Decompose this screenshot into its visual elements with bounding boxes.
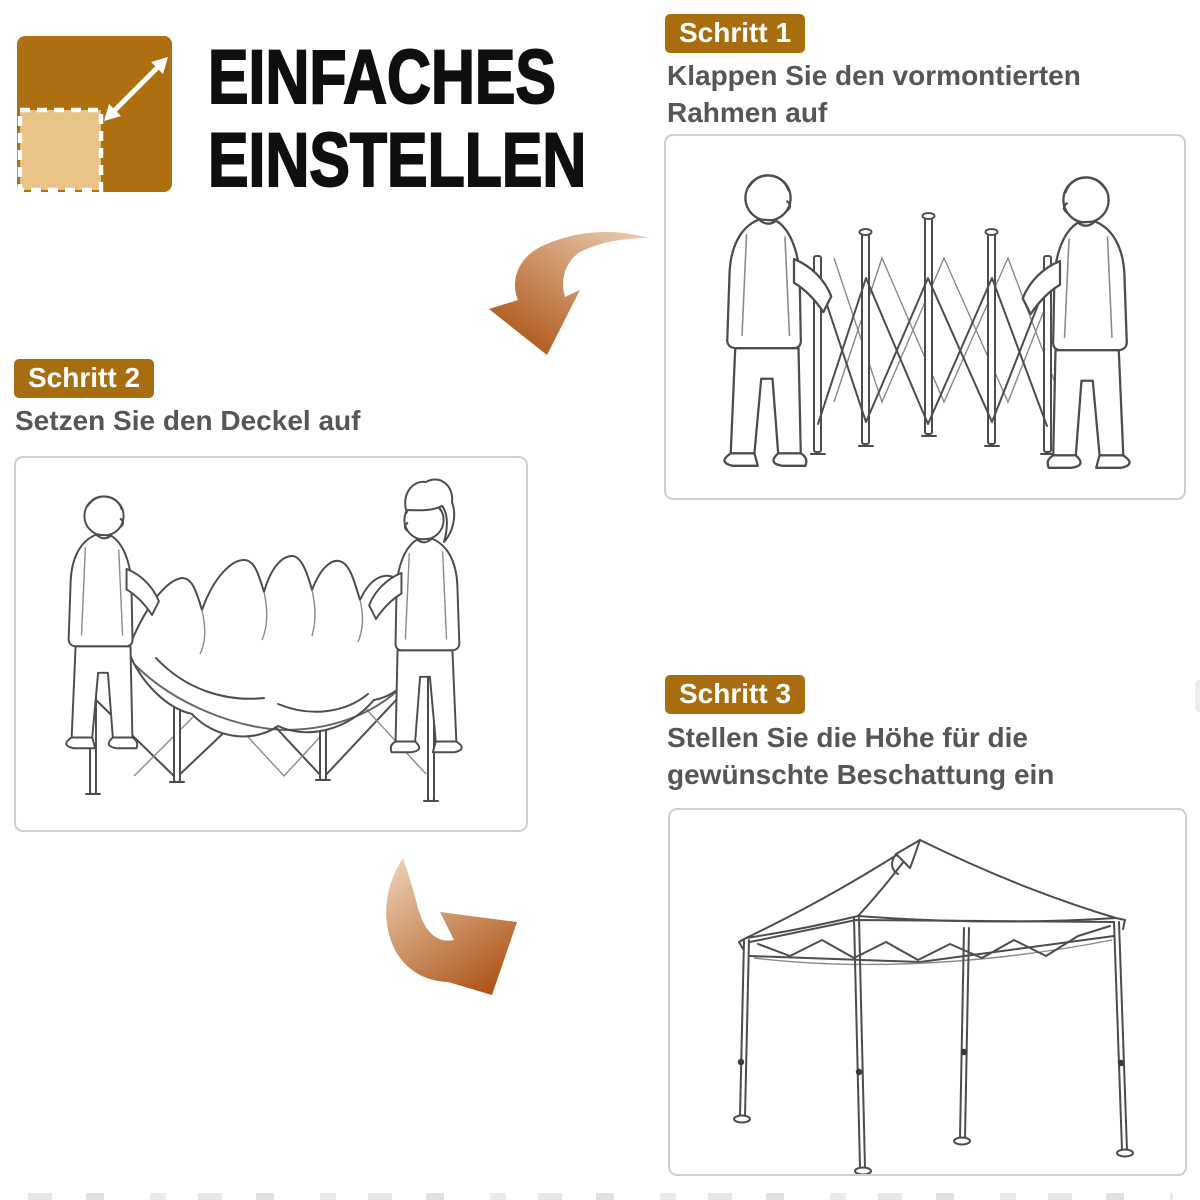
page-title (208, 36, 681, 202)
place-canopy-illustration (16, 458, 526, 830)
canopy-tent-illustration (670, 810, 1185, 1174)
cropped-text-fragment (28, 1193, 1173, 1200)
unfold-frame-illustration (666, 136, 1184, 498)
page-title-line-2: EINSTELLEN (208, 118, 587, 203)
step-1-caption: Klappen Sie den vormontierten Rahmen auf (667, 60, 1081, 128)
step-2-figure (14, 456, 528, 832)
page-title-line-1: EINFACHES (208, 35, 556, 120)
step-1-label: Schritt 1 (665, 14, 805, 53)
step-3-caption: Stellen Sie die Höhe für die gewünschte Beschattung ein (667, 722, 1055, 790)
step-2-caption: Setzen Sie den Deckel auf (15, 405, 361, 436)
resize-square-icon (16, 35, 173, 193)
arrow-step1-to-step2-icon (480, 222, 660, 372)
step-3-label: Schritt 3 (665, 675, 805, 714)
step-3-figure (668, 808, 1187, 1176)
step-1-figure (664, 134, 1186, 500)
edge-artifact (1195, 680, 1200, 712)
arrow-step2-to-step3-icon (375, 848, 530, 1013)
step-2-label: Schritt 2 (14, 359, 154, 398)
